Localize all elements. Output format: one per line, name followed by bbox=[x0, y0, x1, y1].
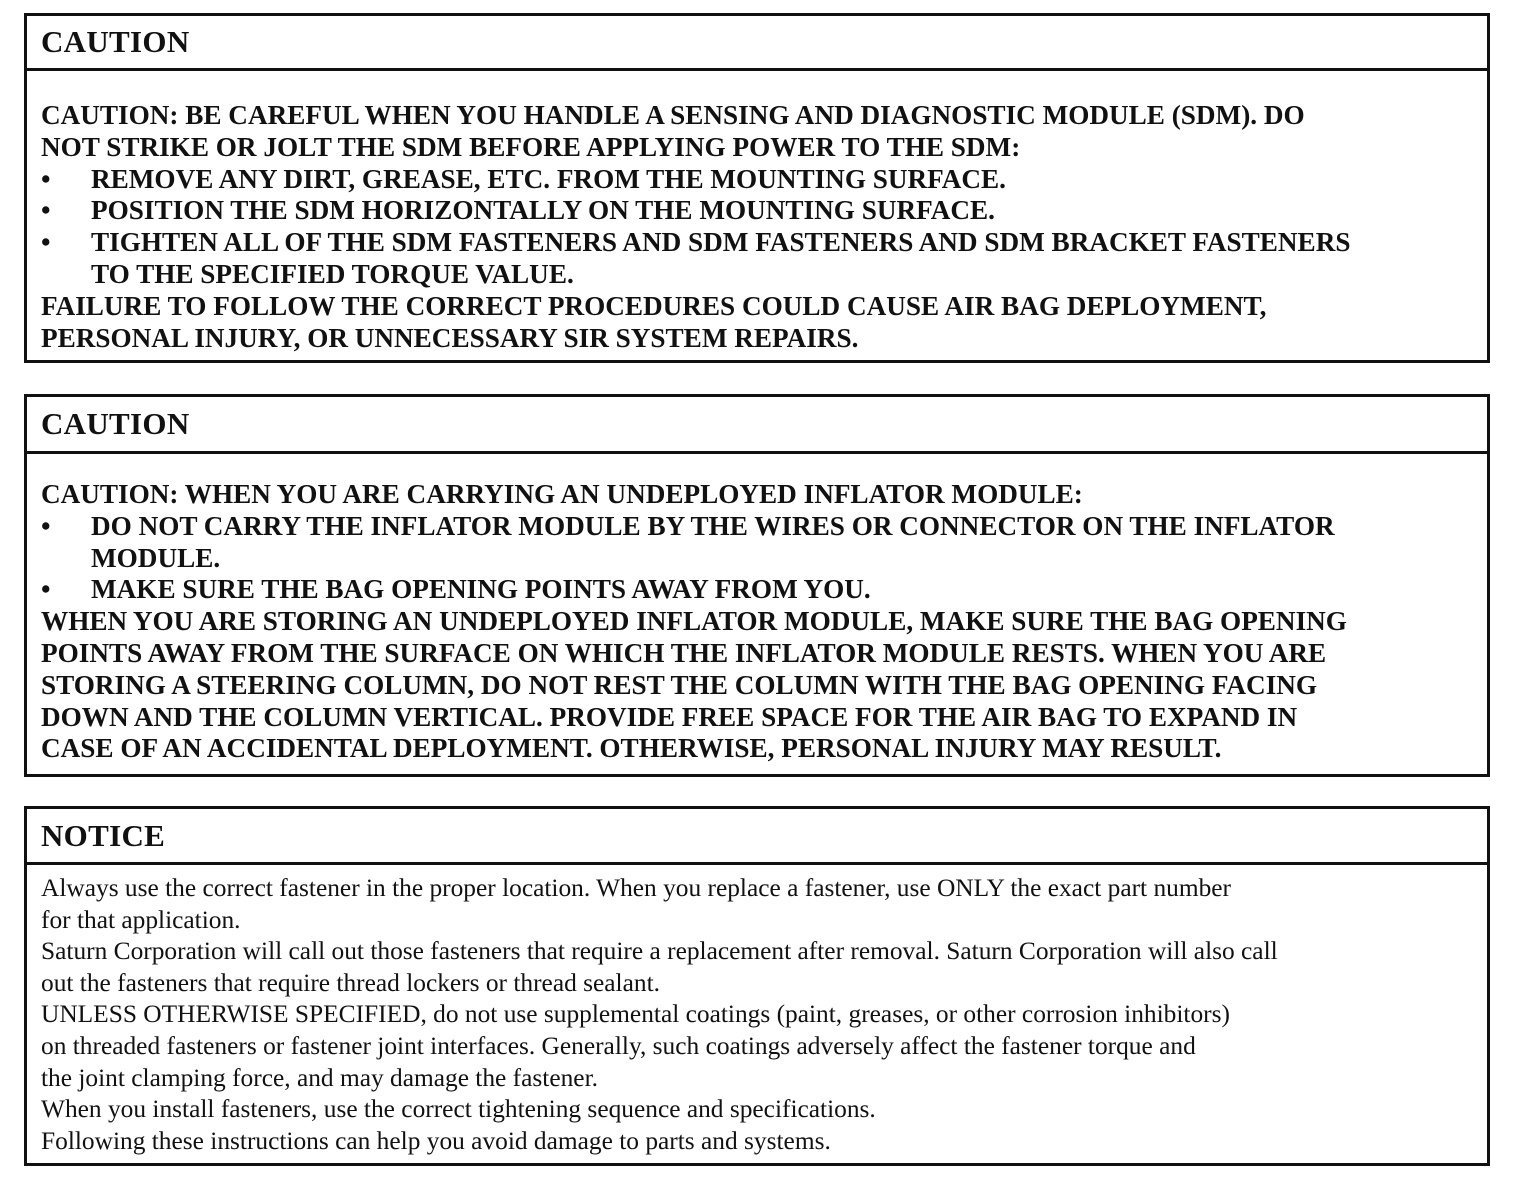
notice-box-fasteners bbox=[24, 806, 1490, 1166]
notice-heading: NOTICE bbox=[27, 809, 1487, 865]
caution-heading: CAUTION bbox=[27, 16, 1487, 71]
bullet-text: DO NOT CARRY THE INFLATOR MODULE BY THE WIRES OR CONNECTOR ON THE INFLATOR bbox=[91, 510, 1335, 541]
caution-outro-line: POINTS AWAY FROM THE SURFACE ON WHICH THE INFLATOR MODULE RESTS. WHEN YOU ARE bbox=[41, 637, 1327, 668]
bullet-item bbox=[41, 227, 1477, 291]
caution-intro-line: CAUTION: WHEN YOU ARE CARRYING AN UNDEPLOYED INFLATOR MODULE: bbox=[41, 479, 1083, 509]
notice-line: the joint clamping force, and may damage the fastener. bbox=[41, 1063, 598, 1092]
bullet-text: TIGHTEN ALL OF THE SDM FASTENERS AND SDM FASTENERS AND SDM BRACKET FASTENERS bbox=[91, 227, 1351, 258]
notice-body bbox=[27, 865, 1487, 1157]
bullet-icon: • bbox=[41, 510, 51, 541]
bullet-text: MAKE SURE THE BAG OPENING POINTS AWAY FROM YOU. bbox=[91, 574, 871, 605]
notice-line: out the fasteners that require thread lockers or thread sealant. bbox=[41, 968, 660, 997]
bullet-icon: • bbox=[41, 574, 51, 605]
caution-intro-line: CAUTION: BE CAREFUL WHEN YOU HANDLE A SENSING AND DIAGNOSTIC MODULE (SDM). DO bbox=[41, 100, 1305, 130]
caution-box-sdm bbox=[24, 13, 1490, 363]
caution-outro-line: CASE OF AN ACCIDENTAL DEPLOYMENT. OTHERWISE, PERSONAL INJURY MAY RESULT. bbox=[41, 733, 1222, 764]
caution-outro-line: PERSONAL INJURY, OR UNNECESSARY SIR SYSTEM REPAIRS. bbox=[41, 322, 859, 353]
bullet-icon: • bbox=[41, 227, 51, 258]
caution-outro-line: DOWN AND THE COLUMN VERTICAL. PROVIDE FREE SPACE FOR THE AIR BAG TO EXPAND IN bbox=[41, 701, 1298, 732]
caution-outro-line: STORING A STEERING COLUMN, DO NOT REST THE COLUMN WITH THE BAG OPENING FACING bbox=[41, 669, 1318, 700]
caution-outro-line: FAILURE TO FOLLOW THE CORRECT PROCEDURES COULD CAUSE AIR BAG DEPLOYMENT, bbox=[41, 290, 1267, 321]
bullet-item bbox=[41, 574, 1477, 606]
bullet-item bbox=[41, 511, 1477, 575]
notice-line: Saturn Corporation will call out those fasteners that require a replacement after removal. Saturn Corporation will also call bbox=[41, 937, 1278, 966]
caution-body bbox=[27, 454, 1487, 765]
notice-line: When you install fasteners, use the correct tightening sequence and specifications. bbox=[41, 1095, 876, 1124]
bullet-text: REMOVE ANY DIRT, GREASE, ETC. FROM THE MOUNTING SURFACE. bbox=[91, 163, 1006, 194]
caution-outro-line: WHEN YOU ARE STORING AN UNDEPLOYED INFLATOR MODULE, MAKE SURE THE BAG OPENING bbox=[41, 606, 1347, 637]
caution-intro-line: NOT STRIKE OR JOLT THE SDM BEFORE APPLYING POWER TO THE SDM: bbox=[41, 131, 1021, 162]
bullet-text: POSITION THE SDM HORIZONTALLY ON THE MOUNTING SURFACE. bbox=[91, 195, 995, 226]
bullet-item bbox=[41, 164, 1477, 196]
bullet-text: MODULE. bbox=[91, 542, 221, 573]
caution-heading: CAUTION bbox=[27, 397, 1487, 454]
bullet-text: TO THE SPECIFIED TORQUE VALUE. bbox=[91, 258, 574, 289]
caution-body bbox=[27, 71, 1487, 354]
notice-line: on threaded fasteners or fastener joint interfaces. Generally, such coatings adversely affect the fastener torque and bbox=[41, 1031, 1196, 1060]
caution-box-inflator bbox=[24, 394, 1490, 777]
notice-line: Following these instructions can help you avoid damage to parts and systems. bbox=[41, 1126, 831, 1155]
notice-line: Always use the correct fastener in the proper location. When you replace a fastener, use ONLY the exact part number bbox=[41, 874, 1232, 902]
bullet-icon: • bbox=[41, 195, 51, 226]
notice-line: UNLESS OTHERWISE SPECIFIED, do not use supplemental coatings (paint, greases, or other corrosion inhibitors) bbox=[41, 1000, 1230, 1029]
bullet-item bbox=[41, 195, 1477, 227]
bullet-icon: • bbox=[41, 163, 51, 194]
notice-line: for that application. bbox=[41, 905, 241, 934]
